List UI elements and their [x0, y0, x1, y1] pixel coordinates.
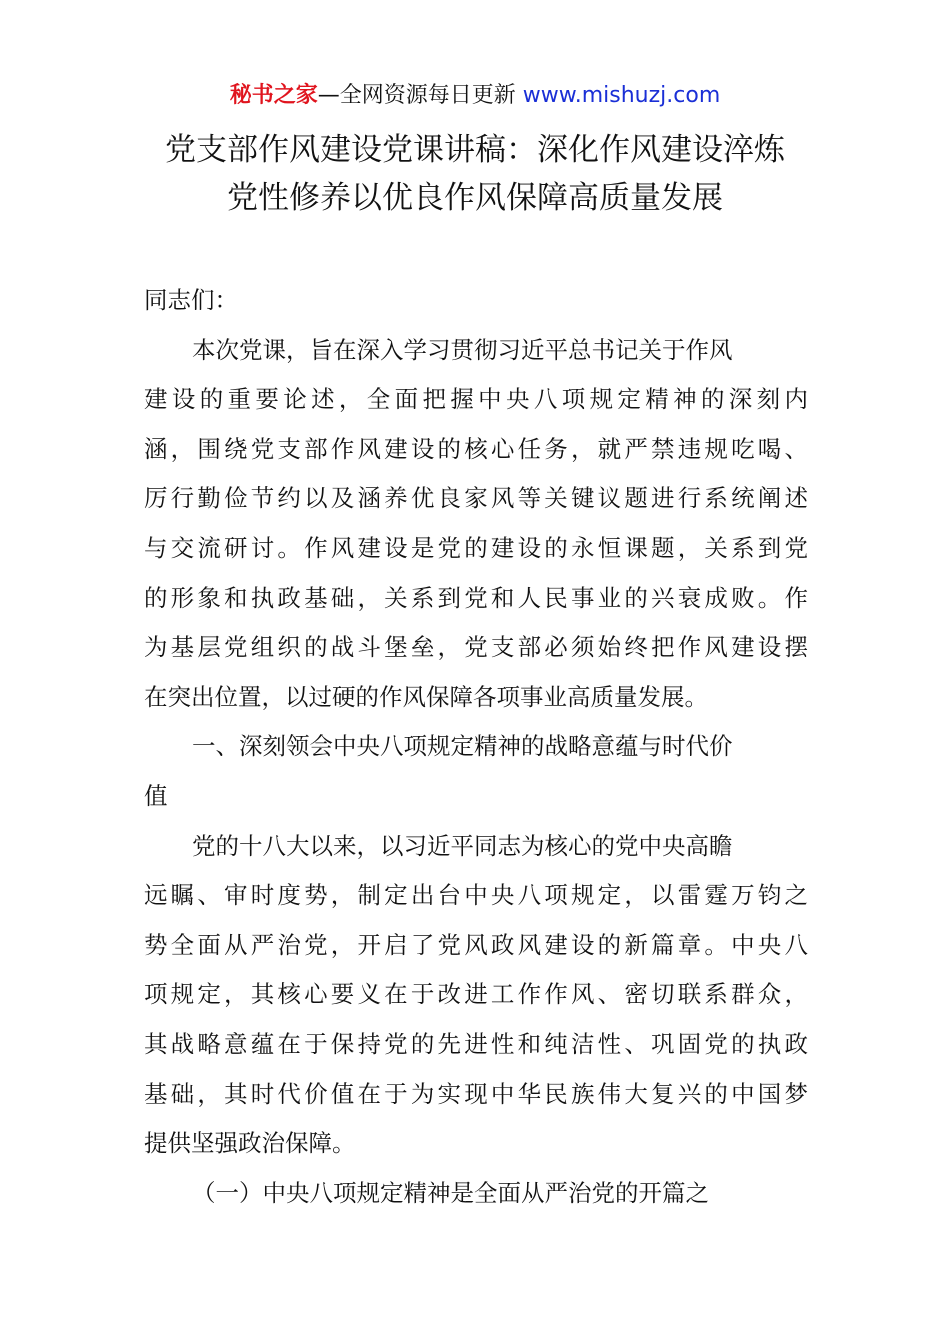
paragraph-line: 远瞩、审时度势，制定出台中央八项规定，以雷霆万钧之	[144, 881, 808, 910]
document-title	[0, 126, 950, 222]
paragraph-line: 与交流研讨。作风建设是党的建设的永恒课题，关系到党	[144, 533, 808, 562]
paragraph-line: 为基层党组织的战斗堡垒，党支部必须始终把作风建设摆	[144, 633, 808, 662]
paragraph-line: 的形象和执政基础，关系到党和人民事业的兴衰成败。作	[144, 583, 808, 612]
title-line-2: 党性修养以优良作风保障高质量发展	[227, 180, 723, 216]
paragraph-line: 建设的重要论述，全面把握中央八项规定精神的深刻内	[144, 385, 808, 414]
title-line-1: 党支部作风建设党课讲稿：深化作风建设淬炼	[165, 132, 785, 168]
paragraph-line: 厉行勤俭节约以及涵养优良家风等关键议题进行系统阐述	[144, 484, 808, 513]
paragraph-line: 党的十八大以来，以习近平同志为核心的党中央高瞻	[192, 831, 733, 860]
paragraph-line: 本次党课，旨在深入学习贯彻习近平总书记关于作风	[192, 335, 733, 364]
site-header	[0, 80, 950, 112]
site-url-link[interactable]: www.mishuzj.com	[522, 83, 721, 108]
paragraph-line: 提供坚强政治保障。	[144, 1129, 356, 1158]
subsection-heading-line: （一）中央八项规定精神是全面从严治党的开篇之	[192, 1178, 709, 1207]
section-heading-line: 一、深刻领会中央八项规定精神的战略意蕴与时代价	[192, 732, 733, 761]
brand-name: 秘书之家	[229, 83, 318, 108]
paragraph-line: 涵，围绕党支部作风建设的核心任务，就严禁违规吃喝、	[144, 434, 808, 463]
paragraph-line: 在突出位置，以过硬的作风保障各项事业高质量发展。	[144, 682, 708, 711]
paragraph-line: 基础，其时代价值在于为实现中华民族伟大复兴的中国梦	[144, 1079, 808, 1108]
paragraph-line: 其战略意蕴在于保持党的先进性和纯洁性、巩固党的执政	[144, 1029, 808, 1058]
paragraph-line: 项规定，其核心要义在于改进工作作风、密切联系群众，	[144, 980, 808, 1009]
document-body	[144, 276, 808, 1218]
section-heading-line: 值	[144, 781, 168, 810]
header-tagline: —全网资源每日更新	[317, 83, 516, 108]
paragraph-line: 势全面从严治党，开启了党风政风建设的新篇章。中央八	[144, 930, 808, 959]
salutation: 同志们：	[144, 286, 238, 314]
